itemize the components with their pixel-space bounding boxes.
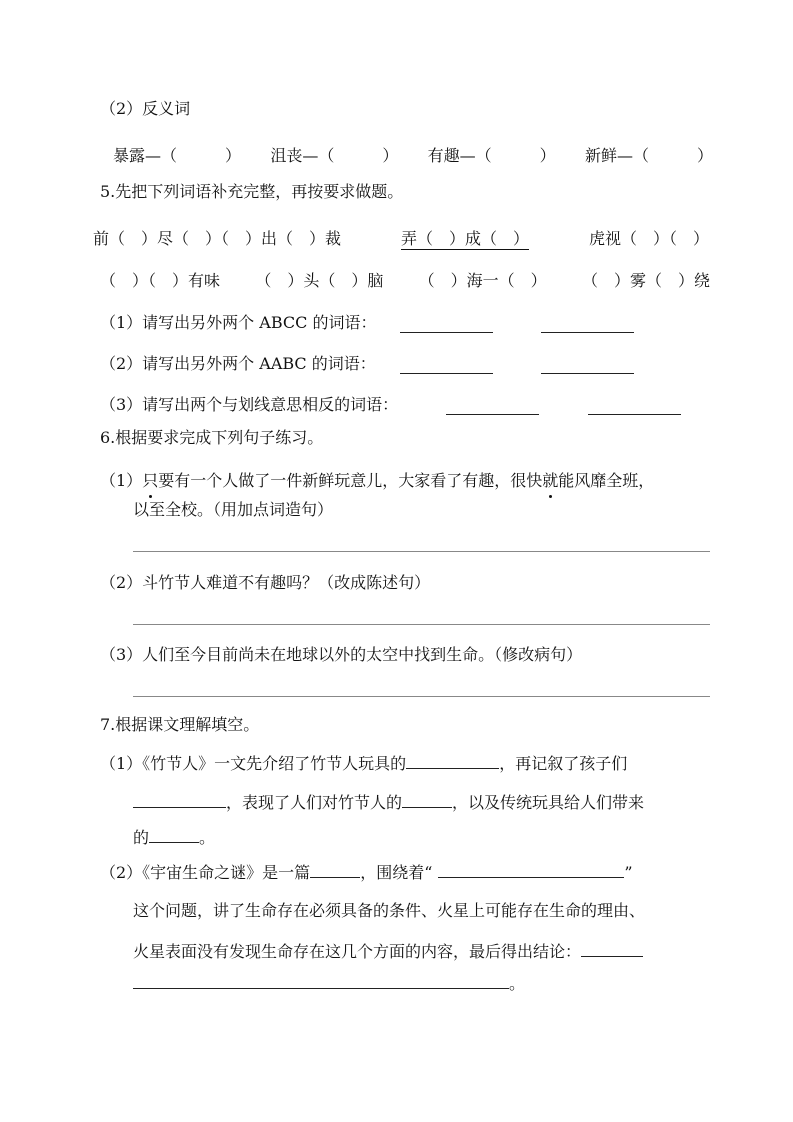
q6-s1-dotted-char-2: 就 xyxy=(542,471,559,490)
q6-sentence-1 xyxy=(100,470,654,492)
q5-row2-item[interactable]: （ ）头（ ）脑 xyxy=(255,271,384,290)
q6-s1-dotted-char-1: 只 xyxy=(142,471,159,490)
q6-s1-number: （1） xyxy=(100,471,143,490)
q5-row2-item[interactable]: （ ）雾（ ）绕 xyxy=(581,271,710,290)
q5-sub3 xyxy=(100,394,398,416)
antonym-item[interactable]: 沮丧—（ ） xyxy=(270,146,399,165)
q7-p1-text: ，表现了人们对竹节人的 xyxy=(226,793,403,812)
q5-sub2-label: （2）请写出另外两个 AABC 的词语： xyxy=(100,354,376,373)
q5-sub3-label: （3）请写出两个与划线意思相反的词语： xyxy=(100,395,399,414)
q7-p1-blank-2[interactable] xyxy=(133,791,226,808)
q6-s1-answer-line[interactable] xyxy=(133,551,710,552)
q7-p1-line3 xyxy=(133,826,215,849)
q7-p2-line4 xyxy=(133,972,525,995)
antonym-item[interactable]: 有趣—（ ） xyxy=(427,146,556,165)
q6-sentence-2: （2）斗竹节人难道不有趣吗？（改成陈述句） xyxy=(100,573,431,592)
q7-p2-line3 xyxy=(133,940,643,963)
q7-p2-text: 火星表面没有发现生命存在这几个方面的内容，最后得出结论： xyxy=(133,942,582,961)
q5-row1 xyxy=(93,226,709,250)
q7-p1-text: （1）《竹节人》一文先介绍了竹节人玩具的 xyxy=(100,754,407,773)
q7-p2-text: ” xyxy=(624,863,633,882)
q5-sub1 xyxy=(100,312,376,334)
q5-sub2-blank-2[interactable] xyxy=(541,357,634,374)
q7-p1-text: ，以及传统玩具给人们带来 xyxy=(452,793,645,812)
q5-sub3-blank-1[interactable] xyxy=(446,398,539,415)
q6-sentence-1-line2: 以至全校。（用加点词造句） xyxy=(133,500,334,519)
antonym-heading: （2）反义词 xyxy=(100,99,191,118)
q7-title: 7.根据课文理解填空。 xyxy=(100,715,260,734)
q6-sentence-3: （3）人们至今目前尚未在地球以外的太空中找到生命。（修改病句） xyxy=(100,645,583,664)
q7-p2-text: ，围绕着“ xyxy=(360,863,433,882)
q5-sub3-blank-2[interactable] xyxy=(588,398,681,415)
antonym-row xyxy=(113,143,713,166)
q5-sub1-label: （1）请写出另外两个 ABCC 的词语： xyxy=(100,313,377,332)
q5-row1-part-b[interactable]: 虎视（ ）（ ） xyxy=(588,229,709,248)
q5-row2 xyxy=(100,268,710,291)
q7-p1-blank-4[interactable] xyxy=(149,826,199,843)
q5-row1-part-a[interactable]: 前（ ）尽（ ）（ ）出（ ）裁 xyxy=(93,229,342,248)
q7-p2-blank-1[interactable] xyxy=(310,861,360,878)
antonym-item[interactable]: 新鲜—（ ） xyxy=(584,146,713,165)
q6-s1-text: 要有一个人做了一件新鲜玩意儿，大家看了有趣，很快 xyxy=(158,471,543,490)
q7-p2-line2: 这个问题，讲了生命存在必须具备的条件、火星上可能存在生命的理由、 xyxy=(133,901,646,920)
q5-sub1-blank-2[interactable] xyxy=(541,316,634,333)
q5-row1-underlined[interactable]: 弄（ ）成（ ） xyxy=(401,226,529,250)
q7-p1-text: 。 xyxy=(199,828,216,847)
q7-p1-line1 xyxy=(100,752,627,775)
q7-p1-text: 的 xyxy=(133,828,150,847)
q5-sub1-blank-1[interactable] xyxy=(400,316,493,333)
q7-p1-line2 xyxy=(133,791,644,814)
q5-row2-item[interactable]: （ ）海一（ ） xyxy=(418,271,547,290)
q5-row2-item[interactable]: （ ）（ ）有味 xyxy=(100,271,221,290)
q5-title: 5.先把下列词语补充完整，再按要求做题。 xyxy=(100,182,404,201)
q7-p1-text: ，再记叙了孩子们 xyxy=(499,754,628,773)
q5-sub2 xyxy=(100,353,376,375)
q7-p2-blank-3[interactable] xyxy=(581,940,643,957)
q6-s3-answer-line[interactable] xyxy=(133,696,710,697)
q6-s2-answer-line[interactable] xyxy=(133,624,710,625)
q7-p2-text: （2）《宇宙生命之谜》是一篇 xyxy=(100,863,311,882)
q6-s1-text-end: 能风靡全班， xyxy=(558,471,655,490)
q7-p2-text: 。 xyxy=(509,974,526,993)
q7-p2-blank-4[interactable] xyxy=(133,972,509,989)
q7-p2-blank-2[interactable] xyxy=(438,861,624,878)
q7-p2-line1 xyxy=(100,861,633,884)
q7-p1-blank-3[interactable] xyxy=(402,791,452,808)
q5-sub2-blank-1[interactable] xyxy=(400,357,493,374)
q7-p1-blank-1[interactable] xyxy=(406,752,499,769)
q6-title: 6.根据要求完成下列句子练习。 xyxy=(100,428,324,447)
antonym-item[interactable]: 暴露—（ ） xyxy=(113,146,242,165)
